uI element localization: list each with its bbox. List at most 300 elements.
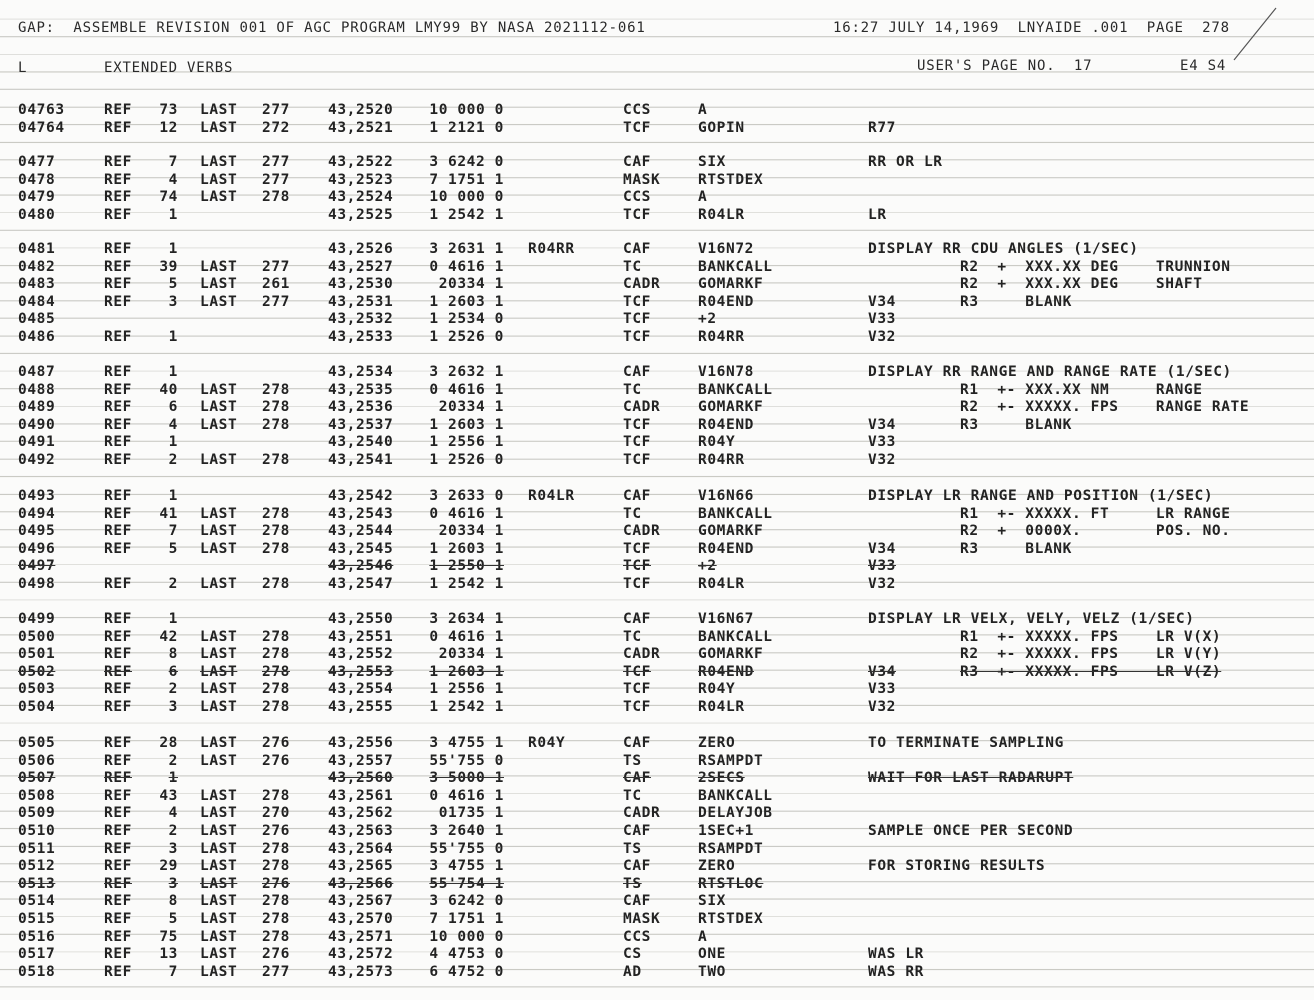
comment: WAS LR (868, 946, 924, 963)
octal-code: 1 2121 0 (429, 119, 504, 136)
last-keyword: LAST (200, 858, 238, 875)
line-number: 0482 (18, 258, 56, 275)
memory-address: 43,2553 (328, 663, 394, 680)
operand: BANKCALL (698, 787, 773, 804)
memory-address: 43,2542 (328, 488, 394, 504)
comment: V33 (868, 311, 896, 328)
display-comment: R1 +- XXXXX. FT LR RANGE (960, 505, 1231, 522)
ref-keyword: REF (104, 805, 132, 822)
memory-address: 43,2531 (328, 293, 394, 310)
ref-count: 3 (168, 699, 178, 715)
line-number: 0484 (18, 293, 56, 310)
octal-code: 1 2603 1 (429, 293, 504, 310)
ref-keyword: REF (104, 505, 132, 522)
memory-address: 43,2566 (328, 875, 394, 892)
opcode: CADR (623, 805, 661, 822)
last-page: 278 (262, 858, 290, 875)
last-page: 278 (262, 663, 290, 680)
line-number: 0485 (18, 311, 56, 328)
opcode: TS (623, 752, 642, 769)
last-keyword: LAST (200, 911, 238, 927)
opcode: MASK (623, 171, 661, 188)
octal-code: 4 4753 0 (429, 946, 504, 963)
ref-count: 73 (159, 102, 178, 118)
last-page: 276 (262, 823, 290, 839)
last-keyword: LAST (200, 102, 238, 118)
line-number: 0515 (18, 911, 56, 927)
last-keyword: LAST (200, 840, 238, 857)
memory-address: 43,2552 (328, 646, 394, 663)
octal-code: 01735 1 (438, 805, 504, 822)
ref-keyword: REF (104, 911, 132, 927)
memory-address: 43,2536 (328, 399, 394, 416)
ref-keyword: REF (104, 735, 132, 751)
ref-keyword: REF (104, 154, 132, 170)
memory-address: 43,2532 (328, 311, 394, 328)
last-keyword: LAST (200, 258, 238, 275)
octal-code: 1 2534 0 (429, 311, 504, 328)
opcode: CAF (623, 154, 651, 170)
line-number: 0483 (18, 276, 56, 293)
operand: DELAYJOB (698, 805, 773, 822)
ref-count: 6 (168, 399, 178, 416)
line-number: 0487 (18, 364, 56, 380)
octal-code: 3 6242 0 (429, 893, 504, 910)
comment: RR OR LR (868, 154, 943, 170)
ref-count: 2 (168, 823, 178, 839)
ref-keyword: REF (104, 611, 132, 627)
operand: GOMARKF (698, 523, 764, 540)
memory-address: 43,2547 (328, 576, 394, 592)
line-number: 0503 (18, 681, 56, 698)
last-keyword: LAST (200, 699, 238, 715)
comment: R77 (868, 119, 896, 136)
line-number: 0477 (18, 154, 56, 170)
operand: RTSTDEX (698, 911, 764, 927)
display-comment: R2 +- XXXXX. FPS LR V(Y) (960, 646, 1222, 663)
comment: V33 (868, 558, 896, 575)
memory-address: 43,2526 (328, 241, 394, 257)
ref-count: 1 (168, 611, 178, 627)
line-number: 0514 (18, 893, 56, 910)
last-page: 276 (262, 735, 290, 751)
line-number: 04763 (18, 102, 65, 118)
last-page: 278 (262, 189, 290, 206)
ref-count: 4 (168, 171, 178, 188)
operand: A (698, 928, 708, 945)
memory-address: 43,2521 (328, 119, 394, 136)
section-marker: L (18, 60, 28, 76)
ref-keyword: REF (104, 681, 132, 698)
last-page: 277 (262, 102, 290, 118)
line-number: 0512 (18, 858, 56, 875)
operand: R04END (698, 663, 754, 680)
operand: R04RR (698, 329, 745, 345)
memory-address: 43,2573 (328, 963, 394, 980)
memory-address: 43,2524 (328, 189, 394, 206)
pen-mark-icon (1232, 4, 1278, 64)
comment: V34 (868, 293, 896, 310)
ref-count: 2 (168, 452, 178, 468)
octal-code: 0 4616 1 (429, 381, 504, 398)
octal-code: 7 1751 1 (429, 171, 504, 188)
last-page: 278 (262, 928, 290, 945)
ref-count: 2 (168, 576, 178, 592)
line-number: 0508 (18, 787, 56, 804)
last-page: 278 (262, 452, 290, 468)
line-number: 0501 (18, 646, 56, 663)
line-number: 0478 (18, 171, 56, 188)
last-page: 278 (262, 576, 290, 592)
ref-keyword: REF (104, 752, 132, 769)
memory-address: 43,2564 (328, 840, 394, 857)
octal-code: 20334 1 (438, 646, 504, 663)
ref-keyword: REF (104, 488, 132, 504)
opcode: TC (623, 628, 642, 645)
octal-code: 55'755 0 (429, 840, 504, 857)
octal-code: 1 2603 1 (429, 540, 504, 557)
display-comment: R3 +- XXXXX. FPS LR V(Z) (960, 663, 1222, 680)
last-keyword: LAST (200, 452, 238, 468)
ref-keyword: REF (104, 875, 132, 892)
ref-keyword: REF (104, 399, 132, 416)
octal-code: 1 2526 0 (429, 452, 504, 468)
opcode: CCS (623, 102, 651, 118)
display-comment: R1 +- XXX.XX NM RANGE (960, 381, 1203, 398)
ref-count: 42 (159, 628, 178, 645)
ref-keyword: REF (104, 452, 132, 468)
comment: FOR STORING RESULTS (868, 858, 1046, 875)
operand: +2 (698, 311, 717, 328)
last-page: 276 (262, 752, 290, 769)
last-page: 261 (262, 276, 290, 293)
line-number: 0511 (18, 840, 56, 857)
operand: RTSTLOC (698, 875, 764, 892)
opcode: TC (623, 258, 642, 275)
line-number: 0496 (18, 540, 56, 557)
ref-count: 2 (168, 681, 178, 698)
ref-keyword: REF (104, 823, 132, 839)
ref-count: 5 (168, 540, 178, 557)
ref-keyword: REF (104, 276, 132, 293)
memory-address: 43,2520 (328, 102, 394, 118)
operand: ZERO (698, 858, 736, 875)
octal-code: 7 1751 1 (429, 911, 504, 927)
comment: V32 (868, 452, 896, 468)
opcode: CAF (623, 735, 651, 751)
ref-keyword: REF (104, 434, 132, 451)
ref-count: 8 (168, 893, 178, 910)
comment: V32 (868, 699, 896, 715)
octal-code: 0 4616 1 (429, 505, 504, 522)
instruction-label: R04Y (528, 735, 566, 751)
opcode: CADR (623, 276, 661, 293)
last-keyword: LAST (200, 628, 238, 645)
octal-code: 20334 1 (438, 276, 504, 293)
octal-code: 6 4752 0 (429, 963, 504, 980)
last-keyword: LAST (200, 171, 238, 188)
ref-count: 3 (168, 875, 178, 892)
last-keyword: LAST (200, 505, 238, 522)
opcode: CAF (623, 893, 651, 910)
opcode: CAF (623, 611, 651, 627)
memory-address: 43,2551 (328, 628, 394, 645)
memory-address: 43,2555 (328, 699, 394, 715)
last-page: 277 (262, 154, 290, 170)
operand: V16N66 (698, 488, 754, 504)
ref-keyword: REF (104, 628, 132, 645)
ref-keyword: REF (104, 523, 132, 540)
memory-address: 43,2522 (328, 154, 394, 170)
line-number: 0497 (18, 558, 56, 575)
opcode: TCF (623, 293, 651, 310)
octal-code: 3 2633 0 (429, 488, 504, 504)
memory-address: 43,2541 (328, 452, 394, 468)
line-number: 0516 (18, 928, 56, 945)
memory-address: 43,2570 (328, 911, 394, 927)
memory-address: 43,2540 (328, 434, 394, 451)
ref-count: 3 (168, 293, 178, 310)
listing-header-right: 16:27 JULY 14,1969 LNYAIDE .001 PAGE 278 (833, 20, 1230, 36)
ref-count: 40 (159, 381, 178, 398)
octal-code: 3 2640 1 (429, 823, 504, 839)
last-keyword: LAST (200, 119, 238, 136)
octal-code: 3 2631 1 (429, 241, 504, 257)
line-number: 0488 (18, 381, 56, 398)
line-number: 0479 (18, 189, 56, 206)
ref-keyword: REF (104, 540, 132, 557)
line-number: 0493 (18, 488, 56, 504)
operand: TWO (698, 963, 726, 980)
line-number: 0510 (18, 823, 56, 839)
operand: V16N67 (698, 611, 754, 627)
instruction-label: R04RR (528, 241, 575, 257)
last-keyword: LAST (200, 540, 238, 557)
octal-code: 1 2603 1 (429, 663, 504, 680)
ref-count: 7 (168, 963, 178, 980)
comment: SAMPLE ONCE PER SECOND (868, 823, 1074, 839)
last-keyword: LAST (200, 293, 238, 310)
operand: ONE (698, 946, 726, 963)
ref-count: 4 (168, 805, 178, 822)
ref-keyword: REF (104, 946, 132, 963)
last-page: 277 (262, 258, 290, 275)
opcode: CAF (623, 823, 651, 839)
ref-count: 1 (168, 206, 178, 223)
opcode: TCF (623, 434, 651, 451)
ref-keyword: REF (104, 293, 132, 310)
octal-code: 1 2542 1 (429, 206, 504, 223)
display-comment: R2 + XXX.XX DEG TRUNNION (960, 258, 1231, 275)
memory-address: 43,2527 (328, 258, 394, 275)
opcode: CAF (623, 770, 651, 787)
comment: V32 (868, 329, 896, 345)
operand: R04Y (698, 434, 736, 451)
line-number: 0518 (18, 963, 56, 980)
ref-count: 6 (168, 663, 178, 680)
memory-address: 43,2567 (328, 893, 394, 910)
last-keyword: LAST (200, 928, 238, 945)
line-number: 0495 (18, 523, 56, 540)
opcode: CAF (623, 241, 651, 257)
line-number: 0494 (18, 505, 56, 522)
ref-keyword: REF (104, 699, 132, 715)
octal-code: 1 2550 1 (429, 558, 504, 575)
opcode: TS (623, 840, 642, 857)
last-keyword: LAST (200, 189, 238, 206)
sheet-code: E4 S4 (1180, 58, 1227, 74)
ref-keyword: REF (104, 119, 132, 136)
opcode: TCF (623, 540, 651, 557)
memory-address: 43,2523 (328, 171, 394, 188)
line-number: 04764 (18, 119, 65, 136)
line-number: 0507 (18, 770, 56, 787)
line-number: 0509 (18, 805, 56, 822)
memory-address: 43,2556 (328, 735, 394, 751)
line-number: 0499 (18, 611, 56, 627)
last-keyword: LAST (200, 735, 238, 751)
last-keyword: LAST (200, 154, 238, 170)
octal-code: 0 4616 1 (429, 628, 504, 645)
memory-address: 43,2533 (328, 329, 394, 345)
memory-address: 43,2537 (328, 416, 394, 433)
octal-code: 55'754 1 (429, 875, 504, 892)
operand: RSAMPDT (698, 752, 764, 769)
last-page: 278 (262, 893, 290, 910)
octal-code: 20334 1 (438, 399, 504, 416)
memory-address: 43,2557 (328, 752, 394, 769)
line-number: 0500 (18, 628, 56, 645)
comment: WAS RR (868, 963, 924, 980)
last-page: 278 (262, 699, 290, 715)
ref-count: 28 (159, 735, 178, 751)
line-number: 0505 (18, 735, 56, 751)
octal-code: 55'755 0 (429, 752, 504, 769)
comment: V34 (868, 663, 896, 680)
last-keyword: LAST (200, 823, 238, 839)
operand: RSAMPDT (698, 840, 764, 857)
comment: V33 (868, 681, 896, 698)
ref-count: 1 (168, 488, 178, 504)
operand: R04END (698, 293, 754, 310)
comment: TO TERMINATE SAMPLING (868, 735, 1064, 751)
ref-keyword: REF (104, 329, 132, 345)
last-page: 277 (262, 171, 290, 188)
last-page: 278 (262, 523, 290, 540)
last-page: 278 (262, 381, 290, 398)
opcode: TC (623, 505, 642, 522)
memory-address: 43,2543 (328, 505, 394, 522)
ref-keyword: REF (104, 840, 132, 857)
comment: DISPLAY RR CDU ANGLES (1/SEC) (868, 241, 1139, 257)
ref-count: 7 (168, 523, 178, 540)
display-comment: R2 + 0000X. POS. NO. (960, 523, 1231, 540)
last-keyword: LAST (200, 787, 238, 804)
memory-address: 43,2525 (328, 206, 394, 223)
octal-code: 1 2542 1 (429, 699, 504, 715)
operand: V16N72 (698, 241, 754, 257)
memory-address: 43,2546 (328, 558, 394, 575)
ref-count: 13 (159, 946, 178, 963)
opcode: CCS (623, 928, 651, 945)
opcode: CAF (623, 364, 651, 380)
ref-count: 1 (168, 434, 178, 451)
display-comment: R1 +- XXXXX. FPS LR V(X) (960, 628, 1222, 645)
operand: R04END (698, 540, 754, 557)
ref-count: 3 (168, 840, 178, 857)
last-page: 278 (262, 911, 290, 927)
octal-code: 3 6242 0 (429, 154, 504, 170)
ref-count: 1 (168, 329, 178, 345)
line-number: 0490 (18, 416, 56, 433)
last-page: 277 (262, 963, 290, 980)
opcode: TS (623, 875, 642, 892)
memory-address: 43,2545 (328, 540, 394, 557)
ref-count: 4 (168, 416, 178, 433)
listing-header-left: GAP: ASSEMBLE REVISION 001 OF AGC PROGRAM LMY99 BY NASA 2021112-061 (18, 20, 646, 36)
memory-address: 43,2565 (328, 858, 394, 875)
octal-code: 3 4755 1 (429, 735, 504, 751)
last-page: 276 (262, 946, 290, 963)
ref-count: 1 (168, 364, 178, 380)
last-keyword: LAST (200, 805, 238, 822)
opcode: CAF (623, 488, 651, 504)
last-page: 278 (262, 787, 290, 804)
line-number: 0513 (18, 875, 56, 892)
memory-address: 43,2563 (328, 823, 394, 839)
last-page: 278 (262, 840, 290, 857)
last-keyword: LAST (200, 276, 238, 293)
memory-address: 43,2550 (328, 611, 394, 627)
comment: DISPLAY RR RANGE AND RANGE RATE (1/SEC) (868, 364, 1232, 380)
octal-code: 10 000 0 (429, 928, 504, 945)
last-page: 277 (262, 293, 290, 310)
memory-address: 43,2561 (328, 787, 394, 804)
operand: BANKCALL (698, 381, 773, 398)
memory-address: 43,2560 (328, 770, 394, 787)
ref-keyword: REF (104, 787, 132, 804)
opcode: CCS (623, 189, 651, 206)
comment: LR (868, 206, 887, 223)
operand: BANKCALL (698, 628, 773, 645)
last-keyword: LAST (200, 381, 238, 398)
operand: R04RR (698, 452, 745, 468)
comment: WAIT FOR LAST RADARUPT (868, 770, 1074, 787)
operand: R04END (698, 416, 754, 433)
last-keyword: LAST (200, 875, 238, 892)
ref-count: 8 (168, 646, 178, 663)
display-comment: R3 BLANK (960, 293, 1072, 310)
last-page: 278 (262, 628, 290, 645)
octal-code: 3 4755 1 (429, 858, 504, 875)
opcode: TCF (623, 329, 651, 345)
operand: V16N78 (698, 364, 754, 380)
users-page-number: USER'S PAGE NO. 17 (917, 58, 1093, 74)
opcode: TCF (623, 416, 651, 433)
ref-keyword: REF (104, 663, 132, 680)
line-number: 0491 (18, 434, 56, 451)
display-comment: R3 BLANK (960, 416, 1072, 433)
last-keyword: LAST (200, 893, 238, 910)
memory-address: 43,2535 (328, 381, 394, 398)
line-number: 0502 (18, 663, 56, 680)
last-keyword: LAST (200, 752, 238, 769)
opcode: MASK (623, 911, 661, 927)
ref-count: 5 (168, 911, 178, 927)
comment: V33 (868, 434, 896, 451)
comment: V34 (868, 540, 896, 557)
operand: BANKCALL (698, 258, 773, 275)
